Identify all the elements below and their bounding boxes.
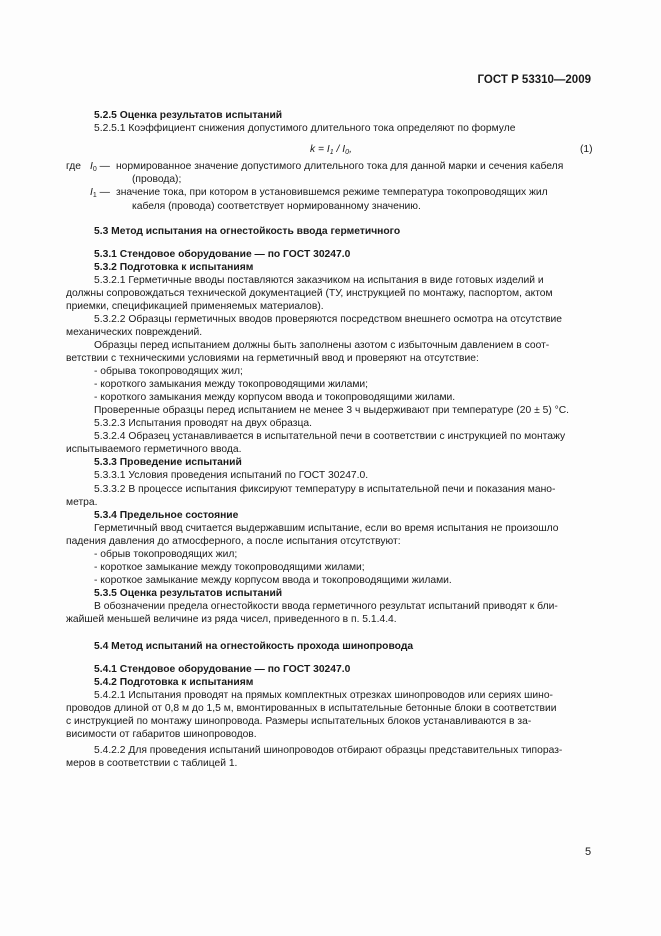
formula-end: , <box>349 144 352 155</box>
section-heading: 5.3.2 Подготовка к испытаниям <box>94 262 254 273</box>
text-line: где <box>66 161 82 172</box>
text-line: испытываемого герметичного ввода. <box>66 444 242 455</box>
formula-s1: 1 <box>329 149 334 156</box>
formula-k: k <box>310 144 316 155</box>
text-line: 5.3.2.2 Образцы герметичных вводов проверяются посредством внешнего осмотра на отсутствие <box>94 314 563 325</box>
text-line: механических повреждений. <box>66 327 203 338</box>
def-i0 <box>90 160 110 176</box>
text-line: 5.3.2.1 Герметичные вводы поставляются заказчиком на испытания в виде готовых изделий и <box>94 275 544 286</box>
text-line: - короткого замыкания между корпусом ввода и токопроводящими жилами. <box>94 392 456 403</box>
text-line: падения давления до атмосферного, а после испытания отсутствуют: <box>66 536 401 547</box>
formula-i0: I <box>342 144 346 155</box>
text-line: висимости от габаритов шинопроводов. <box>66 729 257 740</box>
text-line: жайшей меньшей величине из ряда чисел, приведенного в п. 5.1.4.4. <box>66 614 397 625</box>
text-line: - обрыва токопроводящих жил; <box>94 366 243 377</box>
text-line: меров в соответствии с таблицей 1. <box>66 758 238 769</box>
section-heading: 5.3.1 Стендовое оборудование — по ГОСТ 30247.0 <box>94 249 351 260</box>
text-line: нормированное значение допустимого длительного тока для данной марки и сечения кабеля <box>116 161 564 172</box>
section-heading: 5.3.5 Оценка результатов испытаний <box>94 588 283 599</box>
text-line: метра. <box>66 497 98 508</box>
text-line: с инструкцией по монтажу шинопровода. Размеры испытательных блоков устанавливаются в за- <box>66 716 532 727</box>
def-i1-sub: 1 <box>92 192 97 199</box>
text-line: - обрыв токопроводящих жил; <box>94 549 238 560</box>
text-line: В обозначении предела огнестойкости ввода герметичного результат испытаний приводят к бли- <box>94 601 558 612</box>
formula-i1: I <box>326 144 330 155</box>
page-header: ГОСТ Р 53310—2009 <box>477 74 591 86</box>
section-heading: 5.4.1 Стендовое оборудование — по ГОСТ 30247.0 <box>94 664 351 675</box>
section-heading: 5.3 Метод испытания на огнестойкость ввода герметичного <box>94 226 401 237</box>
text-line: (провода); <box>132 174 182 185</box>
def-i1 <box>90 186 110 202</box>
text-line: 5.3.3.1 Условия проведения испытаний по ГОСТ 30247.0. <box>94 470 369 481</box>
formula-number: (1) <box>580 144 593 155</box>
def-i0-symbol: I <box>90 161 93 172</box>
text-line: 5.3.2.3 Испытания проводят на двух образца. <box>94 418 312 429</box>
text-line: - короткое замыкание между токопроводящими жилами; <box>94 562 365 573</box>
page-number: 5 <box>585 846 592 858</box>
text-line: - короткое замыкание между корпусом ввода и токопроводящими жилами. <box>94 575 452 586</box>
text-line: 5.3.2.4 Образец устанавливается в испытательной печи в соответствии с инструкцией по монтажу <box>94 431 566 442</box>
text-line: Проверенные образцы перед испытанием не менее 3 ч выдерживают при температуре (20 ± 5) °С. <box>94 405 570 416</box>
text-line: значение тока, при котором в установившемся режиме температура токопроводящих жил <box>116 187 548 198</box>
def-i0-sub: 0 <box>92 166 97 173</box>
text-line: Образцы перед испытанием должны быть заполнены азотом с избыточным давлением в соот- <box>94 340 550 351</box>
text-line: 5.4.2.2 Для проведения испытаний шинопроводов отбирают образцы представительных типораз- <box>94 745 563 756</box>
text-line: ветствии с техническими условиями на герметичный ввод и проверяют на отсутствие: <box>66 353 479 364</box>
text-line: проводов длиной от 0,8 м до 1,5 м, вмонтированных в испытательные бетонные блоки в соответствии <box>66 703 557 714</box>
formula-slash: / <box>333 144 343 155</box>
def-i0-dash: — <box>96 161 110 172</box>
formula-eq: = <box>315 144 327 155</box>
text-line: Герметичный ввод считается выдержавшим испытание, если во время испытания не произошло <box>94 523 559 534</box>
section-heading: 5.3.3 Проведение испытаний <box>94 457 242 468</box>
def-i1-symbol: I <box>90 187 93 198</box>
text-line: должны сопровождаться технической документацией (ТУ, инструкцией по монтажу, паспортом, актом <box>66 288 553 299</box>
text-line: - короткого замыкания между токопроводящими жилами; <box>94 379 369 390</box>
text-line: приемки, спецификацией применяемых материалов). <box>66 301 324 312</box>
formula-s0: 0 <box>345 149 350 156</box>
text-line: кабеля (провода) соответствует нормированному значению. <box>132 201 421 212</box>
section-heading: 5.2.5 Оценка результатов испытаний <box>94 110 283 121</box>
text-line: 5.2.5.1 Коэффициент снижения допустимого длительного тока определяют по формуле <box>94 123 516 134</box>
section-heading: 5.4.2 Подготовка к испытаниям <box>94 677 254 688</box>
def-i1-dash: — <box>96 187 110 198</box>
section-heading: 5.4 Метод испытаний на огнестойкость прохода шинопровода <box>94 641 414 652</box>
section-heading: 5.3.4 Предельное состояние <box>94 510 239 521</box>
text-line: 5.4.2.1 Испытания проводят на прямых комплектных отрезках шинопроводов или сериях шино- <box>94 690 553 701</box>
formula <box>310 144 352 156</box>
text-line: 5.3.3.2 В процессе испытания фиксируют температуру в испытательной печи и показания мано- <box>94 484 556 495</box>
